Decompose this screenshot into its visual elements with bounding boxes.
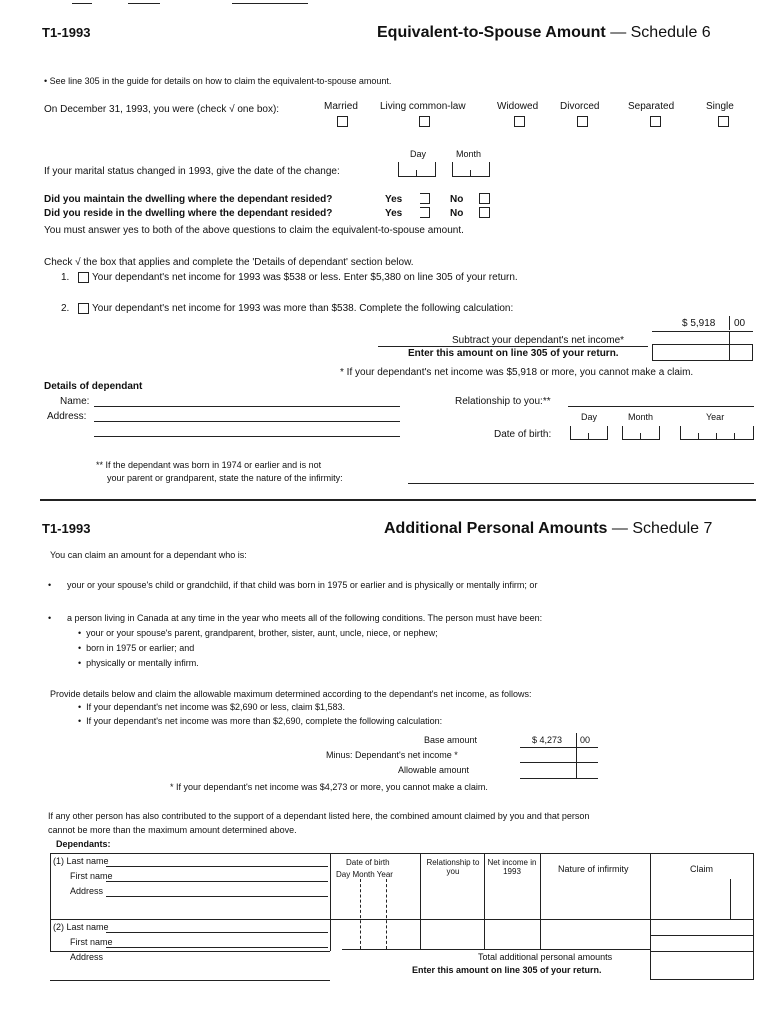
question-reside: Did you reside in the dwelling where the dependant resided? bbox=[44, 208, 333, 219]
dependants-grid bbox=[50, 853, 754, 975]
status-common-law-label: Living common-law bbox=[380, 101, 466, 112]
status-separated-label: Separated bbox=[628, 101, 675, 112]
schedule7-footnote: * If your dependant's net income was $4,273 or more, you cannot make a claim. bbox=[170, 782, 488, 792]
dep1-address-field[interactable] bbox=[106, 896, 328, 897]
schedule7-intro: You can claim an amount for a dependant who is: bbox=[50, 550, 247, 560]
field-divider bbox=[640, 433, 641, 439]
option1-number: 1. bbox=[61, 272, 70, 283]
dob-month-field[interactable] bbox=[622, 426, 660, 440]
line-305-amount-box[interactable] bbox=[652, 344, 753, 361]
subtract-rule bbox=[378, 346, 648, 347]
dep1-last-name-field[interactable] bbox=[106, 866, 328, 867]
option1-checkbox[interactable] bbox=[78, 272, 89, 283]
q2-no-label: No bbox=[450, 208, 464, 219]
option1-text: Your dependant's net income for 1993 was $538 or less. Enter $5,380 on line 305 of your return. bbox=[92, 272, 518, 283]
status-single-label: Single bbox=[706, 101, 734, 112]
dependant-address-field-2[interactable] bbox=[94, 436, 400, 437]
q1-yes-checkbox[interactable] bbox=[420, 193, 430, 204]
sub-bullet-3: • physically or mentally infirm. bbox=[78, 658, 199, 668]
details-of-dependant-title: Details of dependant bbox=[44, 381, 143, 392]
option2-number: 2. bbox=[61, 303, 70, 314]
dep1-last-name-label: (1) Last name bbox=[53, 856, 109, 866]
schedule6-footnote: * If your dependant's net income was $5,918 or more, you cannot make a claim. bbox=[340, 367, 694, 378]
base-amount-label: Base amount bbox=[424, 735, 478, 745]
q1-no-label: No bbox=[450, 194, 464, 205]
enter-line-305-label: Enter this amount on line 305 of your return. bbox=[412, 965, 602, 975]
dep2-first-name-field[interactable] bbox=[106, 947, 328, 948]
dob-label: Date of birth: bbox=[494, 429, 552, 440]
marital-status-question: On December 31, 1993, you were (check √ one box): bbox=[44, 104, 280, 115]
marital-change-text: If your marital status changed in 1993, give the date of the change: bbox=[44, 166, 340, 177]
form-id: T1-1993 bbox=[42, 521, 91, 536]
option2-text: Your dependant's net income for 1993 was more than $538. Complete the following calculation: bbox=[92, 303, 514, 314]
option2-checkbox[interactable] bbox=[78, 303, 89, 314]
field-divider bbox=[416, 170, 417, 176]
minus-net-income-label: Minus: Dependant's net income * bbox=[326, 750, 458, 760]
question-maintain: Did you maintain the dwelling where the dependant resided? bbox=[44, 194, 333, 205]
bullet1-text: your or your spouse's child or grandchild, if that child was born in 1975 or earlier and is physically or mentally infirm; or bbox=[67, 580, 538, 590]
status-widowed-label: Widowed bbox=[497, 101, 539, 112]
field-divider bbox=[734, 433, 735, 439]
dep2-address-rule bbox=[50, 980, 330, 981]
field-divider bbox=[716, 433, 717, 439]
rule2: • If your dependant's net income was more than $2,690, complete the following calculation: bbox=[78, 716, 443, 726]
section-divider bbox=[40, 499, 756, 501]
status-common-law-checkbox[interactable] bbox=[419, 116, 430, 127]
status-divorced-checkbox[interactable] bbox=[577, 116, 588, 127]
total-claim-box[interactable] bbox=[650, 935, 754, 980]
status-separated-checkbox[interactable] bbox=[650, 116, 661, 127]
provide-details-text: Provide details below and claim the allowable maximum determined according to the dependant's net income, as follows: bbox=[50, 689, 532, 699]
amount-rule bbox=[520, 747, 598, 748]
relationship-label: Relationship to you:** bbox=[455, 396, 551, 407]
sub-bullet-2: • born in 1975 or earlier; and bbox=[78, 643, 195, 653]
change-month-field[interactable] bbox=[452, 162, 490, 177]
schedule7-title: Additional Personal Amounts — Schedule 7 bbox=[384, 520, 713, 537]
dep2-address-label: Address bbox=[70, 952, 104, 962]
infirmity-note-line2: your parent or grandparent, state the nature of the infirmity: bbox=[107, 473, 343, 483]
dob-year-label: Year bbox=[706, 412, 725, 422]
status-married-checkbox[interactable] bbox=[337, 116, 348, 127]
col-relationship-header: Relationship to you bbox=[426, 858, 480, 876]
dep2-first-name-label: First name bbox=[70, 937, 113, 947]
cents-divider bbox=[576, 733, 577, 779]
must-answer-note: You must answer yes to both of the above questions to claim the equivalent-to-spouse amount. bbox=[44, 225, 464, 236]
base-amount-cents: 00 bbox=[580, 735, 591, 745]
status-married-label: Married bbox=[324, 101, 358, 112]
field-divider bbox=[698, 433, 699, 439]
allowable-amount-label: Allowable amount bbox=[398, 765, 470, 775]
sub-bullet-1: • your or your spouse's parent, grandparent, brother, sister, aunt, uncle, niece, or nephew; bbox=[78, 628, 438, 638]
dep1-address-label: Address bbox=[70, 886, 104, 896]
col-claim-header: Claim bbox=[690, 864, 714, 874]
rule1: • If your dependant's net income was $2,690 or less, claim $1,583. bbox=[78, 702, 346, 712]
allowable-amount-field[interactable] bbox=[520, 778, 598, 779]
infirmity-note-line1: ** If the dependant was born in 1974 or earlier and is not bbox=[96, 460, 322, 470]
dependant-name-field[interactable] bbox=[94, 406, 400, 407]
total-additional-label: Total additional personal amounts bbox=[478, 952, 613, 962]
field-divider bbox=[588, 433, 589, 439]
q1-no-checkbox[interactable] bbox=[479, 193, 490, 204]
base-amount-cents: 00 bbox=[734, 318, 746, 329]
enter-line-305-label: Enter this amount on line 305 of your return. bbox=[408, 348, 619, 359]
dependants-heading: Dependants: bbox=[56, 839, 111, 849]
other-person-note-1: If any other person has also contributed to the support of a dependant listed here, the combined amount claimed by you and that person bbox=[48, 811, 590, 821]
status-divorced-label: Divorced bbox=[560, 101, 600, 112]
dob-month-label: Month bbox=[628, 412, 654, 422]
q2-no-checkbox[interactable] bbox=[479, 207, 490, 218]
dep2-last-name-field[interactable] bbox=[106, 932, 328, 933]
base-amount-dollars: $ 5,918 bbox=[682, 318, 716, 329]
schedule6-intro: • See line 305 in the guide for details on how to claim the equivalent-to-spouse amount. bbox=[44, 76, 392, 86]
subtract-label: Subtract your dependant's net income* bbox=[452, 335, 625, 346]
change-month-label: Month bbox=[456, 149, 482, 159]
change-day-label: Day bbox=[410, 149, 427, 159]
dep1-first-name-label: First name bbox=[70, 871, 113, 881]
relationship-field[interactable] bbox=[568, 406, 754, 407]
col-dob-header: Date of birth bbox=[346, 858, 390, 867]
schedule6-title: Equivalent-to-Spouse Amount — Schedule 6 bbox=[377, 24, 711, 41]
change-day-field[interactable] bbox=[398, 162, 436, 177]
field-divider bbox=[470, 170, 471, 176]
q1-yes-label: Yes bbox=[385, 194, 403, 205]
net-income-field[interactable] bbox=[520, 762, 598, 763]
base-amount-dollars: $ 4,273 bbox=[532, 735, 563, 745]
cents-divider bbox=[729, 331, 730, 360]
bullet2-text: a person living in Canada at any time in the year who meets all of the following conditions. The person must have been: bbox=[67, 613, 543, 623]
amount-rule bbox=[652, 331, 753, 332]
name-label: Name: bbox=[60, 396, 90, 407]
top-rule bbox=[72, 3, 92, 4]
address-label: Address: bbox=[47, 411, 87, 422]
dep1-first-name-field[interactable] bbox=[106, 881, 328, 882]
top-rule bbox=[232, 3, 308, 4]
status-single-checkbox[interactable] bbox=[718, 116, 729, 127]
col-dmy-header: Day Month Year bbox=[336, 870, 393, 879]
dob-year-field[interactable] bbox=[680, 426, 754, 440]
form-id: T1-1993 bbox=[42, 25, 91, 40]
col-net-income-header: Net income in 1993 bbox=[487, 858, 537, 876]
dob-day-field[interactable] bbox=[570, 426, 608, 440]
dep2-last-name-label: (2) Last name bbox=[53, 922, 109, 932]
check-instruction: Check √ the box that applies and complete the 'Details of dependant' section below. bbox=[44, 257, 414, 268]
other-person-note-2: cannot be more than the maximum amount determined above. bbox=[48, 825, 297, 835]
bullet-dot: • bbox=[48, 613, 52, 623]
bullet-dot: • bbox=[48, 580, 52, 590]
top-rule bbox=[128, 3, 160, 4]
dob-day-label: Day bbox=[581, 412, 598, 422]
status-widowed-checkbox[interactable] bbox=[514, 116, 525, 127]
q2-yes-checkbox[interactable] bbox=[420, 207, 430, 218]
total-rule bbox=[342, 949, 650, 950]
col-infirmity-header: Nature of infirmity bbox=[558, 864, 629, 874]
infirmity-field[interactable] bbox=[408, 483, 754, 484]
q2-yes-label: Yes bbox=[385, 208, 403, 219]
cents-divider bbox=[729, 316, 730, 330]
dependant-address-field-1[interactable] bbox=[94, 421, 400, 422]
